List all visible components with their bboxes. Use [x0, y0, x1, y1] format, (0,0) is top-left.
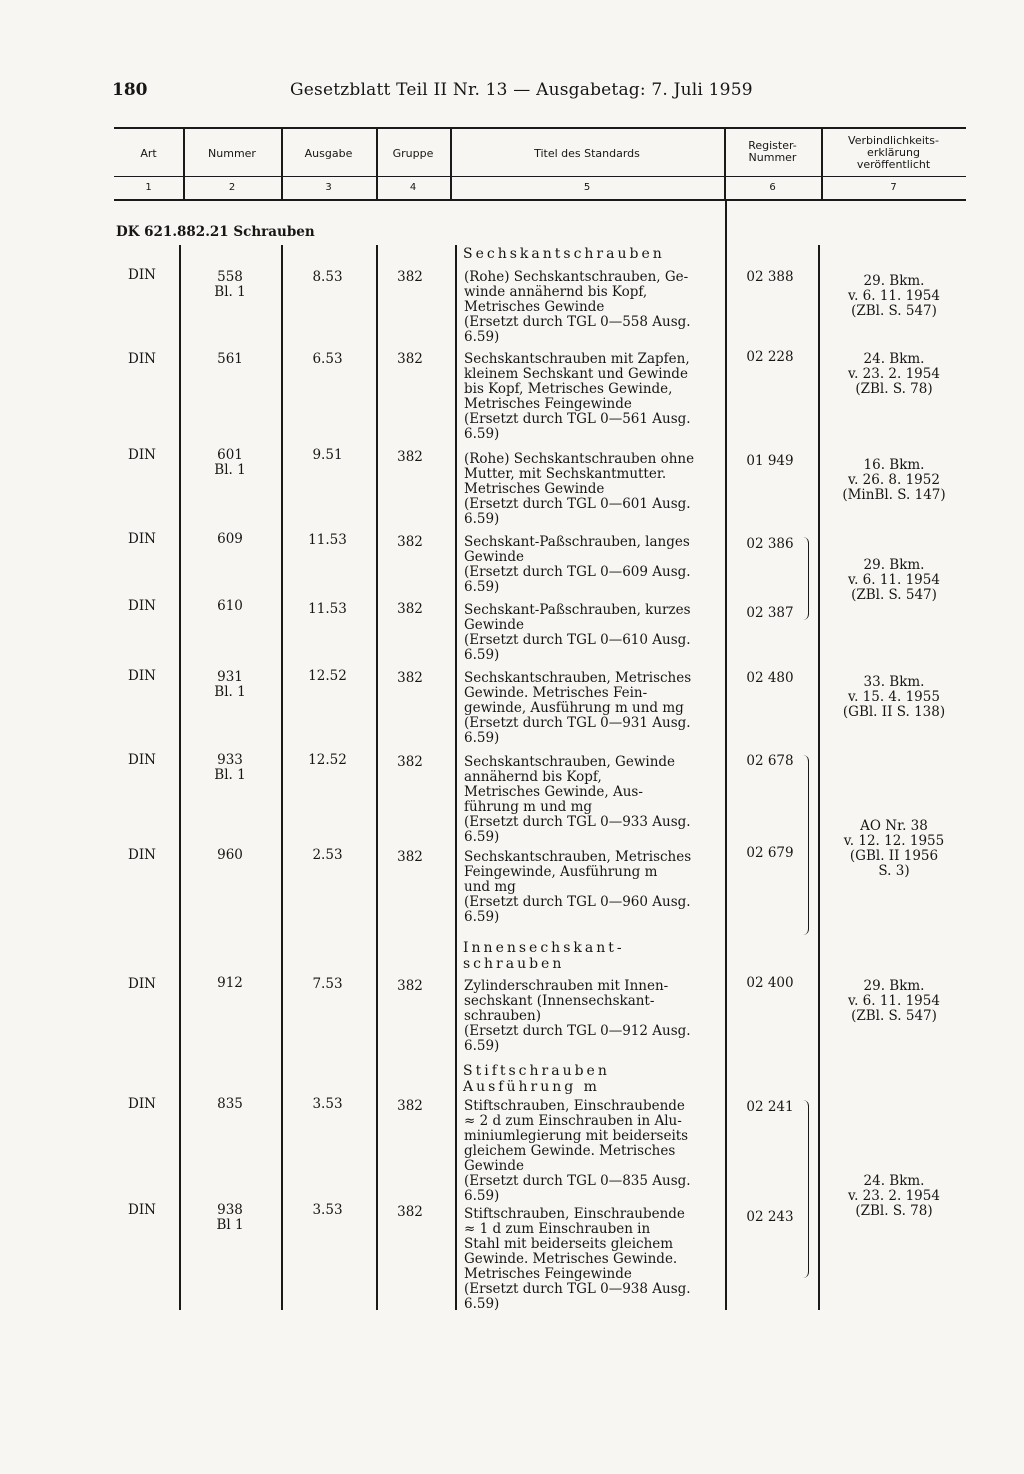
row-gruppe: 382 [397, 351, 423, 367]
row-verbindlichkeit: 24. Bkm. v. 23. 2. 1954 (ZBl. S. 78) [848, 351, 940, 397]
column-header-titel: Titel des Standards [534, 147, 640, 160]
table-header-bottom-rule [114, 199, 966, 201]
column-header-register: Register- Nummer [748, 139, 797, 164]
row-ausgabe: 8.53 [312, 269, 343, 285]
row-titel: Sechskant-Paßschrauben, langes Gewinde (Ersetzt durch TGL 0—609 Ausg. 6.59) [464, 534, 691, 595]
row-register: 02 387 [746, 605, 794, 621]
row-art: DIN [128, 598, 156, 614]
column-number: 5 [583, 182, 591, 193]
row-nummer: 609 [217, 531, 243, 547]
row-art: DIN [128, 447, 156, 463]
row-nummer: 933 Bl. 1 [214, 752, 246, 783]
row-nummer: 610 [217, 598, 243, 614]
row-ausgabe: 6.53 [312, 351, 343, 367]
row-ausgabe: 2.53 [312, 847, 343, 863]
row-art: DIN [128, 976, 156, 992]
page-number: 180 [112, 80, 148, 100]
section-heading: DK 621.882.21 Schrauben [116, 224, 315, 240]
row-gruppe: 382 [397, 1098, 423, 1114]
row-ausgabe: 12.52 [308, 752, 347, 768]
row-art: DIN [128, 267, 156, 283]
row-ausgabe: 3.53 [312, 1202, 343, 1218]
row-ausgabe: 9.51 [312, 447, 343, 463]
subheading-sechskantschrauben: Sechskantschrauben [463, 246, 665, 262]
row-ausgabe: 3.53 [312, 1096, 343, 1112]
row-gruppe: 382 [397, 601, 423, 617]
row-verbindlichkeit: 16. Bkm. v. 26. 8. 1952 (MinBl. S. 147) [842, 457, 946, 503]
row-art: DIN [128, 1096, 156, 1112]
row-gruppe: 382 [397, 978, 423, 994]
grouped-verbindlichkeit: 29. Bkm. v. 6. 11. 1954 (ZBl. S. 547) [848, 557, 940, 603]
row-register: 02 388 [746, 269, 794, 285]
row-verbindlichkeit: 33. Bkm. v. 15. 4. 1955 (GBl. II S. 138) [842, 674, 946, 720]
column-number: 7 [890, 182, 897, 193]
row-register: 02 679 [746, 845, 794, 861]
subheading-stiftschrauben: Stiftschrauben Ausführung m [463, 1063, 610, 1095]
row-verbindlichkeit: 29. Bkm. v. 6. 11. 1954 (ZBl. S. 547) [848, 273, 940, 319]
row-ausgabe: 11.53 [308, 601, 347, 617]
column-header-art: Art [140, 147, 157, 160]
column-header-verbindlichkeit: Verbindlichkeits- erklärung veröffentlicht [848, 134, 939, 171]
row-titel: Stiftschrauben, Einschraubende ≈ 1 d zum Einschrauben in Stahl mit beiderseits gleichem Gewinde. Metrisches Gewinde. Metrisches Feingewinde (Ersetzt durch TGL 0—938 Ausg. 6.59) [464, 1206, 691, 1312]
row-nummer: 931 Bl. 1 [214, 669, 246, 700]
row-register: 02 678 [746, 753, 794, 769]
row-ausgabe: 11.53 [308, 532, 347, 548]
row-art: DIN [128, 531, 156, 547]
row-register: 02 386 [746, 536, 794, 552]
row-gruppe: 382 [397, 449, 423, 465]
group-brace [802, 755, 809, 935]
column-divider [179, 245, 181, 1310]
row-art: DIN [128, 752, 156, 768]
row-titel: Sechskantschrauben, Metrisches Feingewinde, Ausführung m und mg (Ersetzt durch TGL 0—960 Ausg. 6.59) [464, 849, 692, 925]
grouped-verbindlichkeit: AO Nr. 38 v. 12. 12. 1955 (GBl. II 1956 S. 3) [843, 818, 945, 879]
column-divider [281, 245, 283, 1310]
row-titel: (Rohe) Sechskantschrauben ohne Mutter, mit Sechskantmutter. Metrisches Gewinde (Ersetzt durch TGL 0—601 Ausg. 6.59) [464, 451, 695, 527]
subheading-innensechskant: Innensechskant- schrauben [463, 940, 625, 972]
row-art: DIN [128, 1202, 156, 1218]
column-divider [725, 201, 727, 1310]
column-divider [455, 245, 457, 1310]
table-number-rule [114, 176, 966, 177]
row-register: 02 480 [746, 670, 794, 686]
group-brace [802, 1100, 809, 1278]
row-nummer: 601 Bl. 1 [214, 447, 246, 478]
row-ausgabe: 7.53 [312, 976, 343, 992]
row-gruppe: 382 [397, 534, 423, 550]
row-verbindlichkeit: 29. Bkm. v. 6. 11. 1954 (ZBl. S. 547) [848, 978, 940, 1024]
row-nummer: 912 [217, 975, 243, 991]
column-divider [818, 245, 820, 1310]
row-register: 01 949 [746, 453, 794, 469]
column-number: 1 [145, 182, 152, 193]
row-titel: (Rohe) Sechskantschrauben, Ge- winde annähernd bis Kopf, Metrisches Gewinde (Ersetzt durch TGL 0—558 Ausg. 6.59) [464, 269, 691, 345]
row-gruppe: 382 [397, 849, 423, 865]
column-header-ausgabe: Ausgabe [304, 147, 353, 160]
row-titel: Sechskantschrauben, Gewinde annähernd bis Kopf, Metrisches Gewinde, Aus- führung m und mg (Ersetzt durch TGL 0—933 Ausg. 6.59) [464, 754, 691, 845]
row-register: 02 243 [746, 1209, 794, 1225]
column-number: 3 [325, 182, 332, 193]
row-titel: Sechskant-Paßschrauben, kurzes Gewinde (Ersetzt durch TGL 0—610 Ausg. 6.59) [464, 602, 691, 663]
row-gruppe: 382 [397, 269, 423, 285]
row-register: 02 241 [746, 1099, 794, 1115]
page-header-title: Gesetzblatt Teil II Nr. 13 — Ausgabetag: 7. Juli 1959 [290, 80, 753, 100]
table-top-rule [114, 127, 966, 129]
column-divider [376, 245, 378, 1310]
row-art: DIN [128, 668, 156, 684]
row-ausgabe: 12.52 [308, 668, 347, 684]
row-nummer: 558 Bl. 1 [214, 269, 246, 300]
row-nummer: 835 [217, 1096, 243, 1112]
row-titel: Zylinderschrauben mit Innen- sechskant (Innensechskant- schrauben) (Ersetzt durch TGL 0—912 Ausg. 6.59) [464, 978, 691, 1054]
row-register: 02 400 [746, 975, 794, 991]
row-gruppe: 382 [397, 670, 423, 686]
group-brace [802, 537, 809, 620]
row-titel: Stiftschrauben, Einschraubende ≈ 2 d zum Einschrauben in Alu- miniumlegierung mit beiderseits gleichem Gewinde. Metrisches Gewinde (Ersetzt durch TGL 0—835 Ausg. 6.59) [464, 1098, 691, 1204]
row-art: DIN [128, 847, 156, 863]
row-art: DIN [128, 351, 156, 367]
column-number: 2 [228, 182, 236, 193]
row-nummer: 561 [217, 351, 243, 367]
row-titel: Sechskantschrauben, Metrisches Gewinde. Metrisches Fein- gewinde, Ausführung m und mg (Ersetzt durch TGL 0—931 Ausg. 6.59) [464, 670, 692, 746]
grouped-verbindlichkeit: 24. Bkm. v. 23. 2. 1954 (ZBl. S. 78) [848, 1173, 940, 1219]
column-header-nummer: Nummer [208, 147, 256, 160]
row-gruppe: 382 [397, 1204, 423, 1220]
row-titel: Sechskantschrauben mit Zapfen, kleinem Sechskant und Gewinde bis Kopf, Metrisches Gewinde, Metrisches Feingewinde (Ersetzt durch TGL 0—561 Ausg. 6.59) [464, 351, 691, 442]
column-number: 4 [409, 182, 417, 193]
row-nummer: 960 [217, 847, 243, 863]
row-nummer: 938 Bl 1 [216, 1202, 244, 1233]
column-header-gruppe: Gruppe [392, 147, 434, 160]
row-gruppe: 382 [397, 754, 423, 770]
column-number: 6 [769, 182, 776, 193]
row-register: 02 228 [746, 349, 794, 365]
